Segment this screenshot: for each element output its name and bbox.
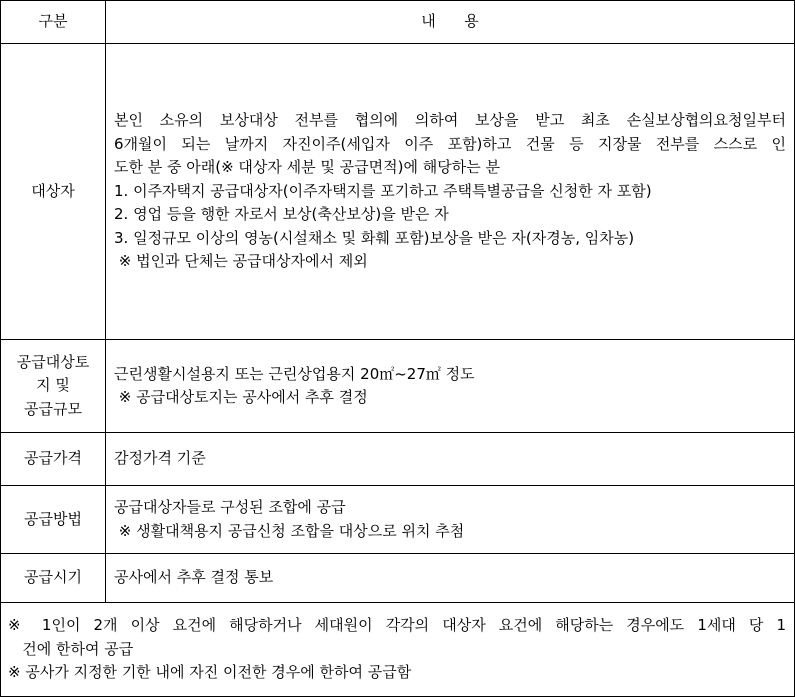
content-line: 3. 일정규모 이상의 영농(시설채소 및 화훼 포함)보상을 받은 자(자경농, 임차농) <box>114 228 635 247</box>
row-content-timing <box>114 554 786 602</box>
row-label-land <box>1 340 105 432</box>
note-line: ※ 공사가 지정한 기한 내에 자진 이전한 경우에 한하여 공급함 <box>8 663 412 682</box>
content-line: 도한 분 중 아래(※ 대상자 세분 및 공급면적)에 해당하는 분 <box>114 158 500 177</box>
row-label-text: 대상자 <box>31 181 75 200</box>
header-category <box>1 1 105 43</box>
content-line: 6개월이 되는 날까지 자진이주(세입자 이주 포함)하고 건물 등 지장물 전부를 스스로 인 <box>114 134 786 153</box>
row-content-method <box>114 486 786 553</box>
note-line: 건에 한하여 공급 <box>8 639 134 658</box>
content-line: 감정가격 기준 <box>114 449 206 468</box>
column-divider <box>105 0 106 603</box>
row-label-text: 공급방법 <box>24 509 82 528</box>
content-line: 근린생활시설용지 또는 근린상업용지 20㎡~27㎡ 정도 <box>114 364 475 383</box>
notes <box>8 603 786 696</box>
row-label-price <box>1 433 105 485</box>
note-line: ※ 1인이 2개 이상 요건에 해당하거나 세대원이 각각의 대상자 요건에 해당하는 경우에도 1세대 당 1 <box>8 616 786 635</box>
content-line: 2. 영업 등을 행한 자로서 보상(축산보상)을 받은 자 <box>114 205 449 224</box>
header-category-text: 구분 <box>38 12 68 31</box>
header-content <box>106 1 794 43</box>
content-line: 공급대상자들로 구성된 조합에 공급 <box>114 498 346 516</box>
row-label-method <box>1 486 105 553</box>
content-line: ※ 법인과 단체는 공급대상자에서 제외 <box>114 252 368 271</box>
row-label-text: 공급규모 <box>24 399 82 418</box>
content-line: 본인 소유의 보상대상 전부를 협의에 의하여 보상을 받고 최초 손실보상협의요청일부터 <box>114 111 786 130</box>
row-content-target <box>114 44 786 339</box>
row-label-timing <box>1 554 105 602</box>
header-content-text: 내 용 <box>421 12 479 31</box>
content-line: 1. 이주자택지 공급대상자(이주자택지를 포기하고 주택특별공급을 신청한 자 포함) <box>114 181 652 200</box>
row-content-land <box>114 340 786 432</box>
content-line: ※ 공급대상토지는 공사에서 추후 결정 <box>114 388 368 406</box>
row-label-text: 공급가격 <box>24 449 82 468</box>
row-label-text: 공급대상토 <box>16 352 90 371</box>
content-line: 공사에서 추후 결정 통보 <box>114 568 274 587</box>
row-label-text: 공급시기 <box>24 568 82 587</box>
row-content-price <box>114 433 786 485</box>
content-line: ※ 생활대책용지 공급신청 조합을 대상으로 위치 추첨 <box>114 521 465 540</box>
row-label-target <box>1 44 105 339</box>
row-label-text: 지 및 <box>36 376 70 395</box>
